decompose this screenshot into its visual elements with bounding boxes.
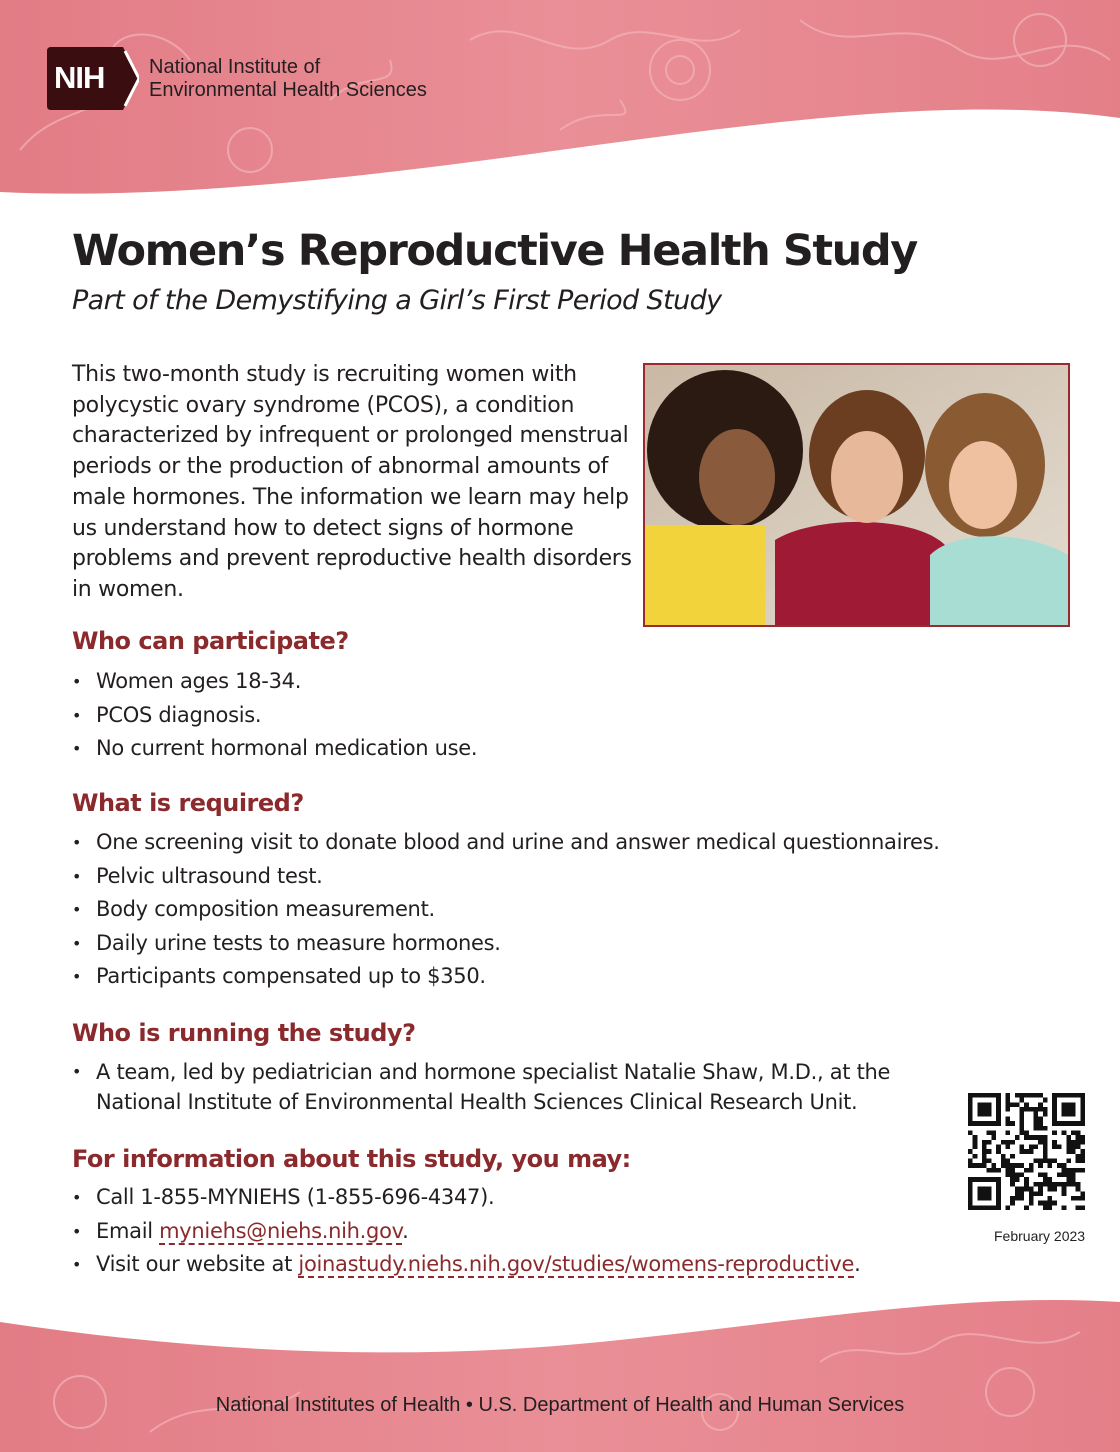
call-item: • Call 1-855-MYNIEHS (1-855-696-4347).	[72, 1181, 860, 1215]
who-is-running-heading: Who is running the study?	[72, 1019, 416, 1047]
list-item: • One screening visit to donate blood and urine and answer medical questionnaires.	[72, 826, 940, 860]
list-item: • Pelvic ultrasound test.	[72, 860, 940, 894]
footer-text: National Institutes of Health • U.S. Department of Health and Human Services	[215, 1394, 905, 1416]
information-list	[72, 1181, 860, 1282]
email-link[interactable]: myniehs@niehs.nih.gov	[159, 1218, 403, 1243]
email-prefix: Email	[96, 1218, 160, 1243]
publication-date: February 2023	[994, 1228, 1086, 1244]
niehs-logo	[47, 47, 427, 110]
nih-badge	[47, 47, 139, 110]
list-item: • Daily urine tests to measure hormones.	[72, 927, 940, 961]
list-item: • Participants compensated up to $350.	[72, 960, 940, 994]
list-item: • Body composition measurement.	[72, 893, 940, 927]
what-is-required-heading: What is required?	[72, 789, 304, 817]
list-item: • Women ages 18-34.	[72, 665, 477, 699]
information-heading: For information about this study, you may:	[72, 1145, 631, 1173]
page-subtitle: Part of the Demystifying a Girl’s First Period Study	[72, 285, 722, 316]
three-smiling-women-photo	[643, 363, 1070, 627]
intro-paragraph: This two-month study is recruiting women with polycystic ovary syndrome (PCOS), a condition characterized by infrequent or prolonged menstrual periods or the production of abnormal amounts of male hormones. The information we learn may help us understand how to detect signs of hormone problems and prevent reproductive health disorders in women.	[72, 362, 632, 602]
who-is-running-list	[72, 1057, 922, 1117]
page-title: Women’s Reproductive Health Study	[72, 226, 917, 276]
list-item: • A team, led by pediatrician and hormone specialist Natalie Shaw, M.D., at the National Institute of Environmental Health Sciences Clinical Research Unit.	[72, 1057, 922, 1117]
institute-name	[149, 56, 427, 102]
bottom-banner	[0, 1282, 1120, 1452]
qr-code-icon[interactable]	[968, 1093, 1085, 1210]
institute-name-line2: Environmental Health Sciences	[149, 78, 427, 101]
list-item: • No current hormonal medication use.	[72, 732, 477, 766]
website-suffix: .	[854, 1252, 861, 1276]
website-prefix: Visit our website at	[96, 1252, 299, 1276]
website-item	[72, 1248, 860, 1282]
institute-name-line1: National Institute of	[149, 55, 321, 78]
what-is-required-list	[72, 826, 940, 994]
email-item	[72, 1215, 860, 1249]
who-can-participate-list	[72, 665, 477, 766]
nih-badge-text: NIH	[54, 60, 105, 95]
email-suffix: .	[402, 1218, 409, 1243]
who-can-participate-heading: Who can participate?	[72, 627, 349, 655]
list-item: • PCOS diagnosis.	[72, 699, 477, 733]
website-link[interactable]: joinastudy.niehs.nih.gov/studies/womens-reproductive	[298, 1252, 855, 1276]
